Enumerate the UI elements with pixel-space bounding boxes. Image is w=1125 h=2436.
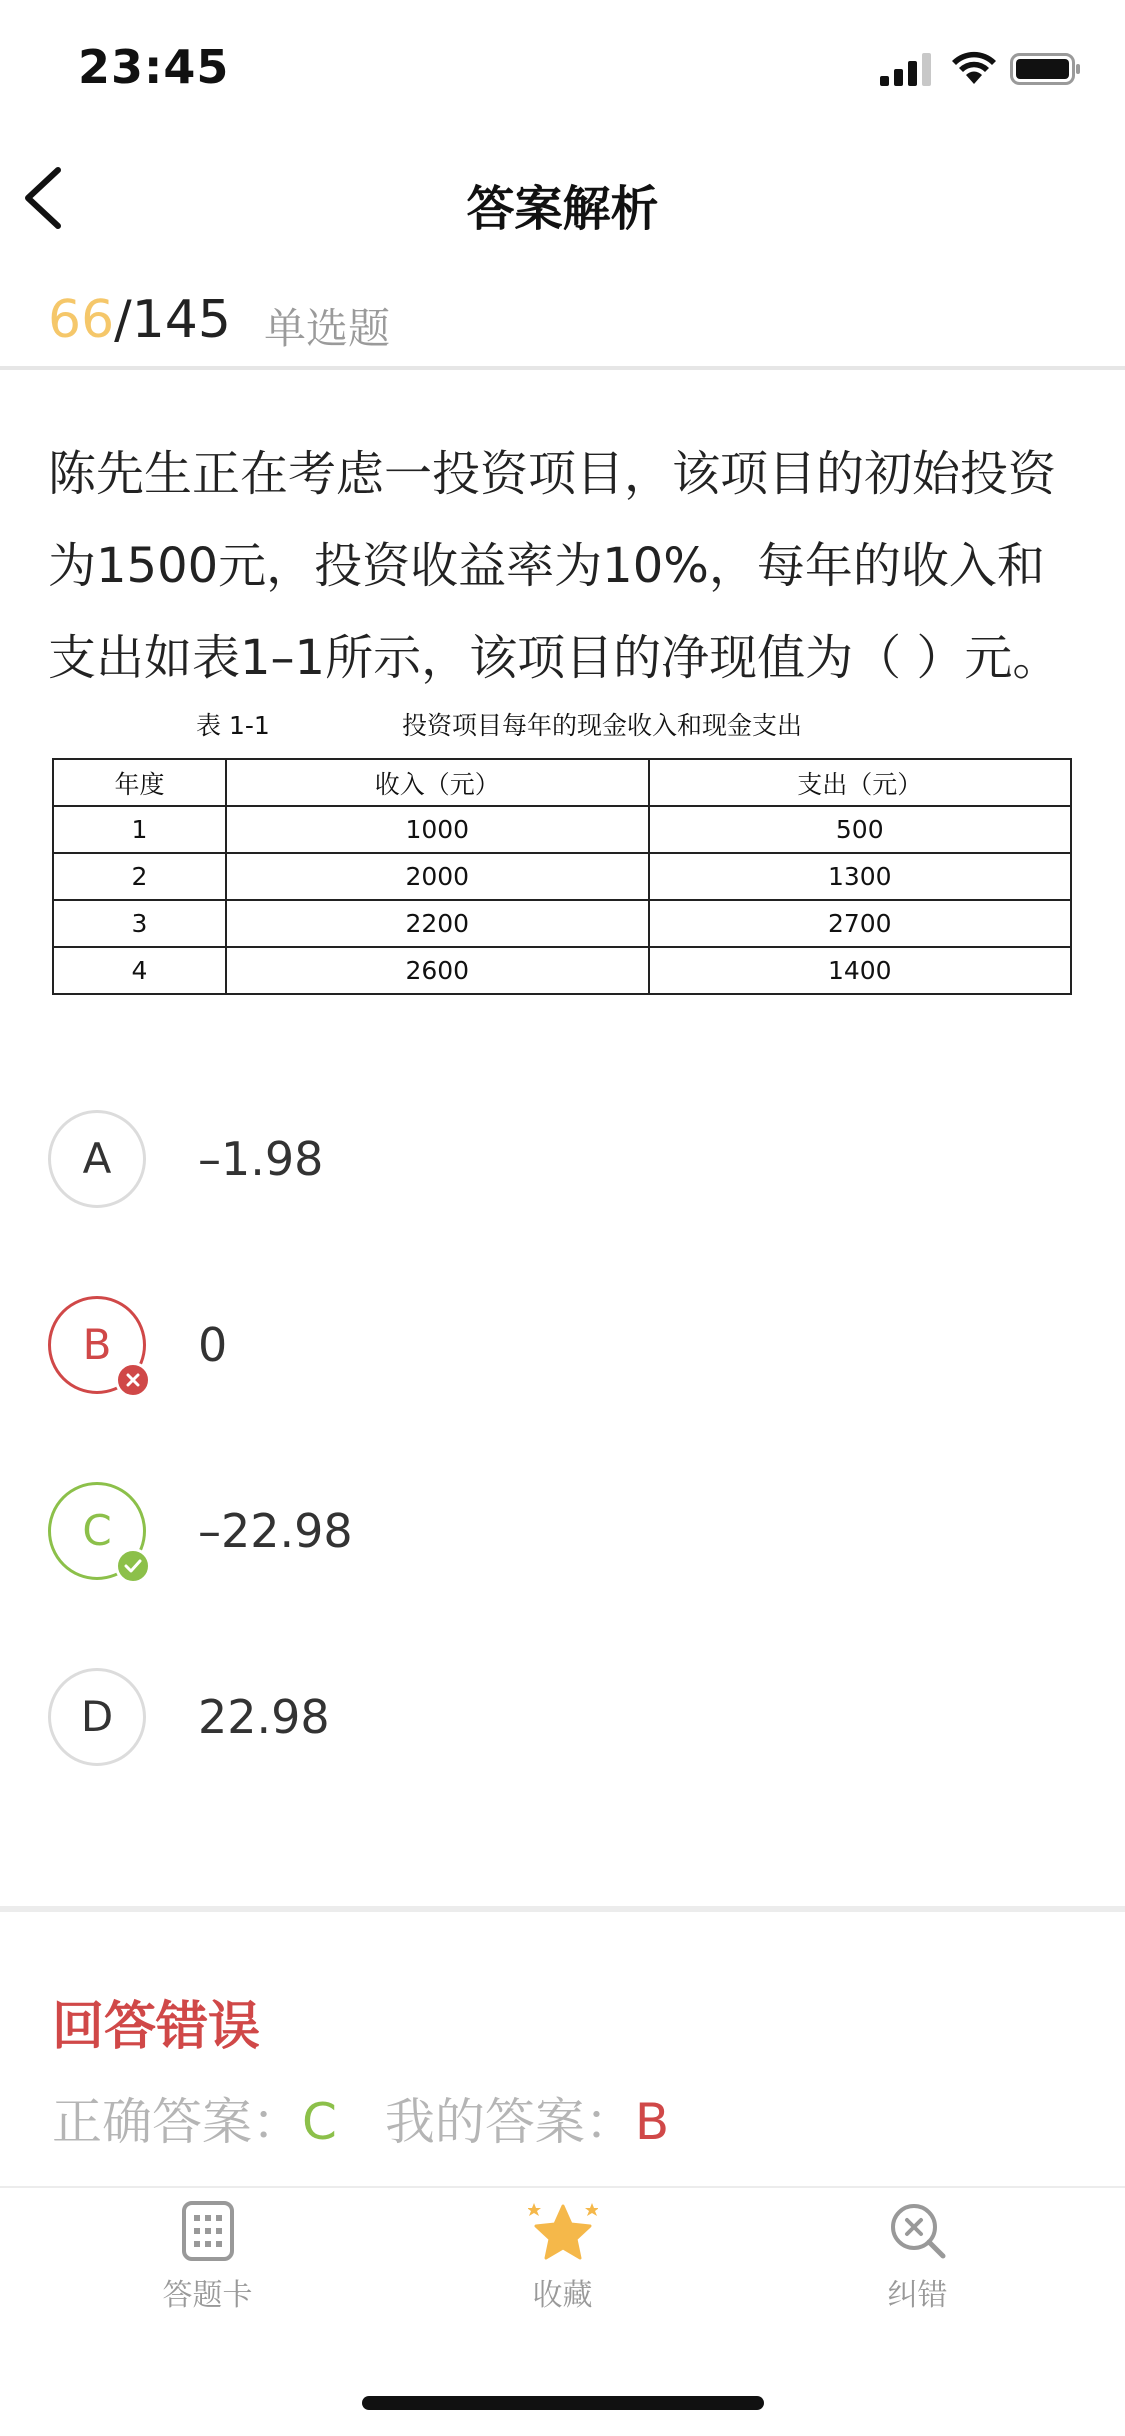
section-divider: [0, 1906, 1125, 1912]
option-d[interactable]: [48, 1668, 1078, 1778]
tab-answer-card[interactable]: [20, 2200, 395, 2314]
option-letter-circle: D: [48, 1668, 146, 1766]
tab-label: 答题卡: [162, 2278, 253, 2313]
table-cell: 3: [53, 900, 226, 947]
tabbar-divider: [0, 2186, 1125, 2188]
table-row: [53, 853, 1071, 900]
table-row: [53, 806, 1071, 853]
answer-card-icon: [181, 2200, 235, 2262]
star-icon: [528, 2200, 598, 2262]
option-b[interactable]: [48, 1296, 1078, 1406]
total-question-count: /145: [114, 290, 231, 350]
table-cell: 500: [649, 806, 1072, 853]
report-error-icon: [887, 2200, 949, 2262]
table-label: 表 1-1: [196, 711, 270, 740]
table-cell: 2000: [226, 853, 648, 900]
tab-label: 纠错: [887, 2278, 948, 2313]
cellular-signal-icon: [880, 52, 936, 86]
table-header-cell: 收入（元）: [226, 759, 648, 806]
table-cell: 2: [53, 853, 226, 900]
battery-icon: [1010, 52, 1082, 86]
table-cell: 4: [53, 947, 226, 994]
table-cell: 2200: [226, 900, 648, 947]
wrong-mark-icon: [115, 1362, 151, 1398]
cash-flow-table: [52, 758, 1072, 995]
table-header-cell: 支出（元）: [649, 759, 1072, 806]
question-type-label: 单选题: [264, 304, 391, 353]
option-text: 22.98: [198, 1690, 330, 1744]
check-mark-icon: [115, 1548, 151, 1584]
table-cell: 1: [53, 806, 226, 853]
correct-answer-value: C: [302, 2093, 337, 2151]
tab-label: 收藏: [532, 2278, 593, 2313]
option-letter-circle: A: [48, 1110, 146, 1208]
answer-summary: [52, 2082, 669, 2154]
option-letter-circle: C: [48, 1482, 146, 1580]
option-c[interactable]: [48, 1482, 1078, 1592]
option-text: –22.98: [198, 1504, 353, 1558]
status-time: 23:45: [78, 40, 230, 94]
tab-favorite[interactable]: [375, 2200, 750, 2314]
table-cell: 2600: [226, 947, 648, 994]
option-text: 0: [198, 1318, 228, 1372]
table-header-row: [53, 759, 1071, 806]
table-title: 投资项目每年的现金收入和现金支出: [402, 711, 803, 740]
page-title: 答案解析: [466, 181, 659, 237]
table-row: [53, 900, 1071, 947]
table-header-cell: 年度: [53, 759, 226, 806]
table-cell: 1300: [649, 853, 1072, 900]
correct-answer-label: 正确答案：: [52, 2093, 302, 2151]
tab-report-error[interactable]: [730, 2200, 1105, 2314]
question-text: 陈先生正在考虑一投资项目，该项目的初始投资为1500元，投资收益率为10%，每年的收入和支出如表1–1所示，该项目的净现值为（ ）元。: [48, 446, 1061, 686]
question-progress: [48, 290, 231, 350]
my-answer-label: 我的答案：: [384, 2093, 635, 2151]
home-indicator[interactable]: [362, 2396, 764, 2410]
option-letter-circle: B: [48, 1296, 146, 1394]
option-a[interactable]: [48, 1110, 1078, 1220]
current-question-number: 66: [48, 290, 115, 350]
option-text: –1.98: [198, 1132, 324, 1186]
table-cell: 1400: [649, 947, 1072, 994]
my-answer-value: B: [634, 2093, 670, 2151]
divider: [0, 366, 1125, 370]
table-row: [53, 947, 1071, 994]
table-cell: 1000: [226, 806, 648, 853]
result-title: 回答错误: [52, 1997, 261, 2057]
wifi-icon: [950, 48, 998, 86]
table-cell: 2700: [649, 900, 1072, 947]
